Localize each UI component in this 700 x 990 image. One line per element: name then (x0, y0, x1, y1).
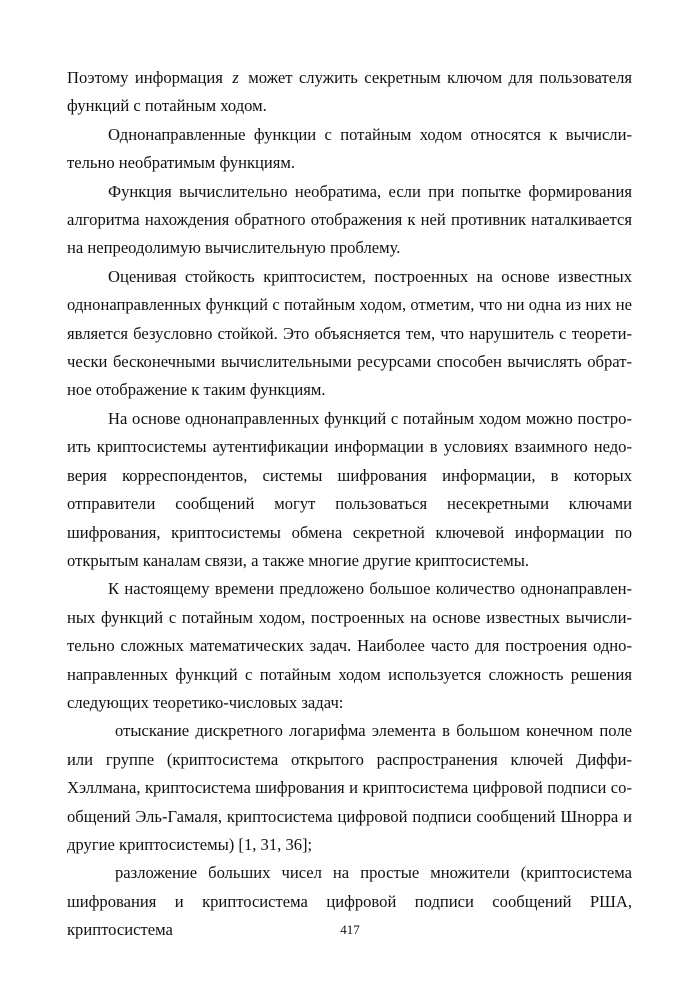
paragraph-5: На основе однонаправленных функций с потайным ходом можно построить криптосистемы аутентификации информации в условиях взаимного недоверия корреспондентов, системы шифрования информации, в которых отправители сообщений могут пользоваться несекретными ключами шифрования, криптосистемы обмена секретной ключевой информации по открытым каналам связи, а также многие другие криптосистемы. (67, 408, 632, 570)
page-number: 417 (340, 922, 360, 937)
paragraph-2: Однонаправленные функции с потайным ходом относятся к вычислительно необратимым функциям. (67, 124, 632, 173)
paragraph-1-end: может служить секретным ключом для пользователя функций с потайным ходом. (67, 68, 632, 116)
variable-z: z (232, 68, 239, 87)
paragraph-1-start: Поэтому информация (67, 68, 223, 87)
body-text (67, 64, 632, 945)
paragraph-4: Оценивая стойкость криптосистем, построенных на основе известных однонаправленных функций с потайным ходом, отметим, что ни одна из них не является безусловно стойкой. Это объясняется тем, что нарушитель с теоретически бесконечными вычислительными ресурсами способен вычислять обратное отображение к таким функциям. (67, 266, 632, 400)
paragraph-1 (67, 64, 632, 121)
paragraph-3: Функция вычислительно необратима, если при попытке формирования алгоритма нахождения обратного отображения к ней противник наталкивается на непреодолимую вычислительную проблему. (67, 181, 632, 258)
list-item-factorization: разложение больших чисел на простые множители (криптосистема шифрования и криптосистема цифровой подписи сообщений РША, криптосистема (67, 863, 632, 940)
paragraph-6: К настоящему времени предложено большое количество однонаправленных функций с потайным ходом, построенных на основе известных вычислительно сложных математических задач. Наиболее часто для построения однонаправленных функций с потайным ходом используется сложность решения следующих теоретико-числовых задач: (67, 579, 632, 712)
list-item-discrete-log: отыскание дискретного логарифма элемента в большом конечном поле или группе (криптосистема открытого распространения ключей Диффи-Хэллмана, криптосистема шифрования и криптосистема цифровой подписи сообщений Эль-Гамаля, криптосистема цифровой подписи сообщений Шнорра и другие криптосистемы) [1, 31, 36]; (67, 721, 632, 854)
